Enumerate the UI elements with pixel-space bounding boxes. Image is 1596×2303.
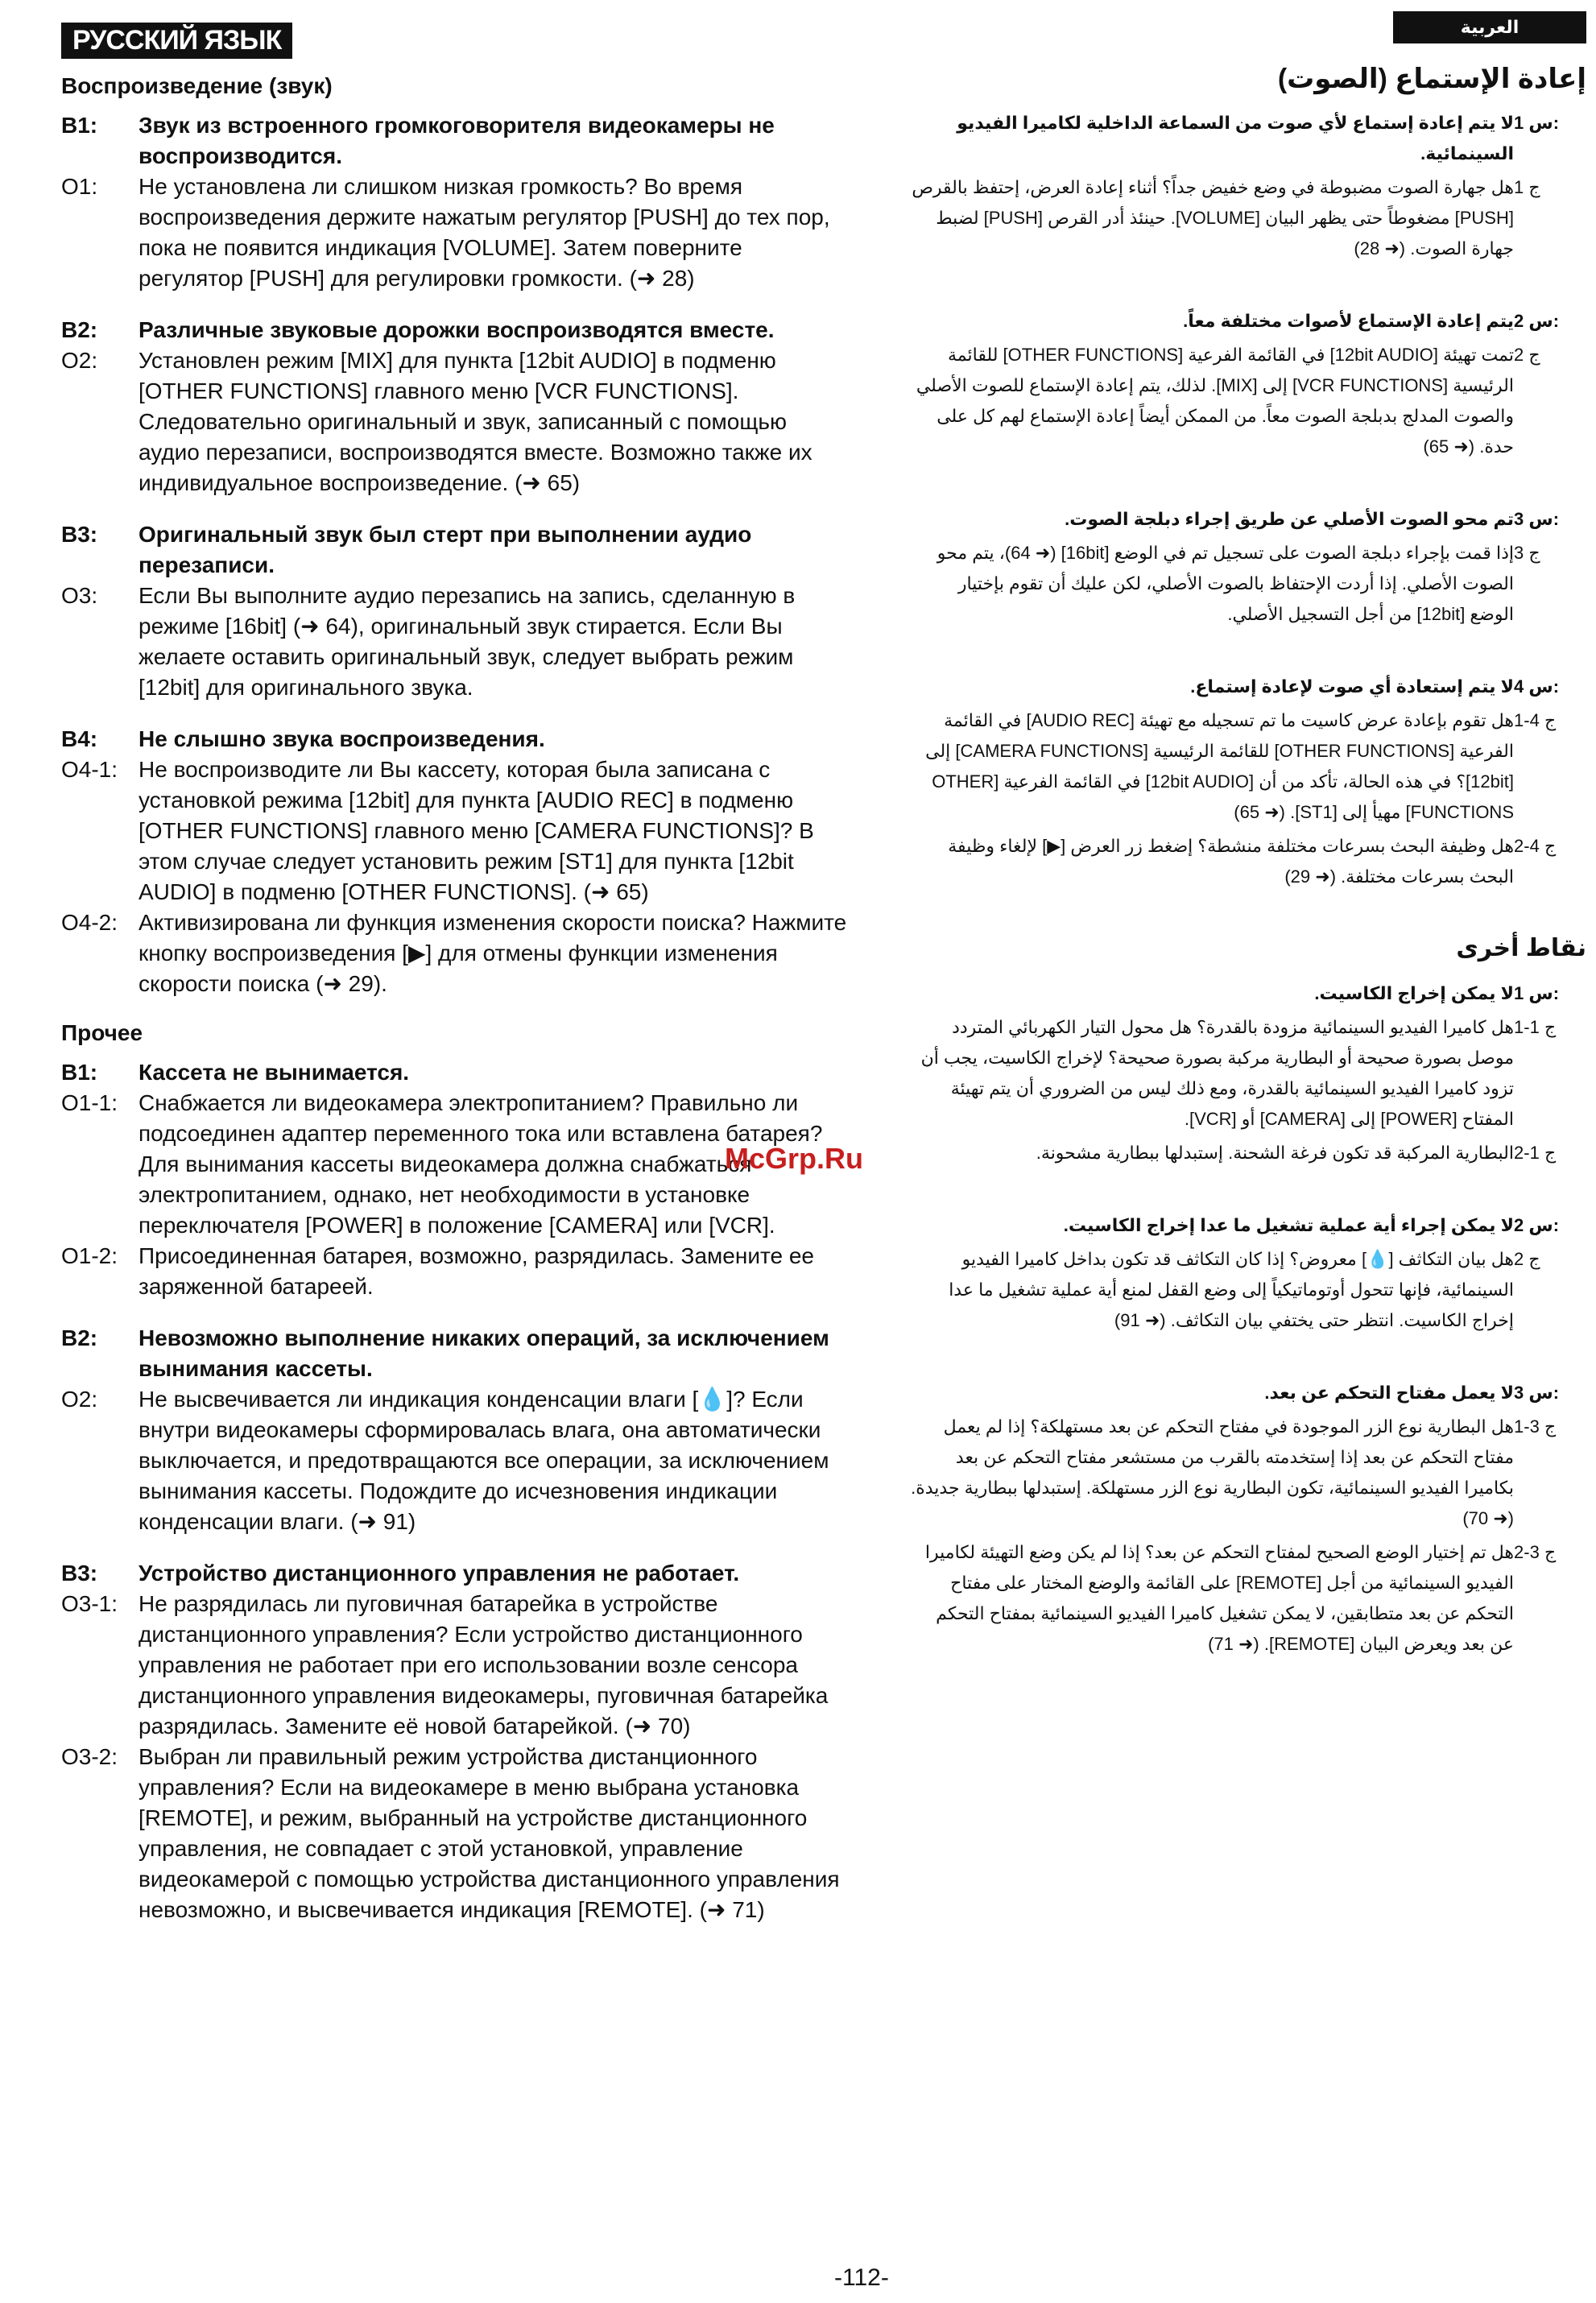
question-text: لا يمكن إخراج الكاسيت.: [1314, 983, 1514, 1003]
qa-item: [61, 1057, 850, 1302]
question-row: [910, 1210, 1586, 1241]
answer-code: ج 2: [1514, 1249, 1540, 1269]
answer-code: О2:: [61, 348, 98, 373]
page-number: -112-: [834, 2264, 889, 2291]
question-row: [61, 1323, 850, 1384]
question-row: [61, 110, 850, 172]
answer-code: О4-1:: [61, 757, 118, 782]
qa-item: [910, 1210, 1586, 1336]
answer-row: [910, 831, 1586, 892]
question-text: Устройство дистанционного управления не работает.: [139, 1561, 740, 1586]
answer-text: هل بيان التكاثف [💧] معروض؟ إذا كان التكاثف قد تكون بداخل كاميرا الفيديو السينمائية، فإنها تتحول أوتوماتيكياً إلى وضع القفل لمنع أية عملية تشغيل ما عدا إخراج الكاسيت. انتظر حتى يختفي بيان التكاثف. (➜ 91): [949, 1249, 1514, 1330]
answer-code: ج 2: [1514, 345, 1540, 365]
question-text: Звук из встроенного громкоговорителя видеокамеры не воспроизводится.: [139, 113, 775, 168]
question-row: [61, 1558, 850, 1589]
question-text: Невозможно выполнение никаких операций, за исключением вынимания кассеты.: [139, 1325, 829, 1381]
question-code: س 1:: [1514, 983, 1560, 1003]
answer-text: Не воспроизводите ли Вы кассету, которая была записана с установкой режима [12bit] для пункта [AUDIO REC] в подменю [OTHER FUNCTIONS] главного меню [CAMERA FUNCTIONS]? В этом случае следует установить режим [ST1] для пункта [12bit AUDIO] в подменю [OTHER FUNCTIONS]. (➜ 65): [139, 757, 814, 904]
russian-column: [61, 23, 850, 1946]
question-code: В2:: [61, 317, 98, 342]
answer-row: [910, 340, 1586, 462]
answer-row: [61, 1241, 850, 1302]
qa-item: [910, 504, 1586, 630]
question-row: [910, 672, 1586, 702]
answer-code: О1-1:: [61, 1090, 118, 1115]
answer-text: هل كاميرا الفيديو السينمائية مزودة بالقدرة؟ هل محول التيار الكهربائي المتردد موصل بصورة صحيحة أو البطارية مركبة بصورة صحيحة؟ لإخراج الكاسيت، يجب أن تزود كاميرا الفيديو السينمائية بالقدرة، ومع ذلك ليس من الضروري أن يتم تهيئة المفتاح [POWER] إلى [CAMERA] أو [VCR].: [920, 1017, 1514, 1129]
question-row: [910, 1378, 1586, 1408]
answer-row: [910, 705, 1586, 828]
qa-item: [61, 315, 850, 498]
question-code: В1:: [61, 1060, 98, 1085]
answer-code: О3-1:: [61, 1591, 118, 1616]
answer-row: [910, 1012, 1586, 1135]
question-code: س 1:: [1514, 113, 1560, 133]
question-code: В3:: [61, 1561, 98, 1586]
answer-code: О2:: [61, 1387, 98, 1412]
answer-row: [910, 538, 1586, 630]
question-code: س 2:: [1514, 311, 1560, 331]
question-row: [61, 724, 850, 755]
answer-text: Активизирована ли функция изменения скорости поиска? Нажмите кнопку воспроизведения [▶] для отмены функции изменения скорости поиска (➜ 29).: [139, 910, 847, 996]
qa-item: [61, 519, 850, 703]
answer-row: [61, 581, 850, 703]
question-row: [910, 306, 1586, 337]
answer-code: О3:: [61, 583, 98, 608]
answer-row: [910, 1537, 1586, 1660]
qa-item: [910, 672, 1586, 892]
answer-text: هل تقوم بإعادة عرض كاسيت ما تم تسجيله مع تهيئة [AUDIO REC] في القائمة الفرعية [OTHER FUNCTIONS] للقائمة الرئيسية [CAMERA FUNCTIONS] إلى [12bit]؟ في هذه الحالة، تأكد من أن [12bit AUDIO] في القائمة الفرعية [OTHER FUNCTIONS] مهيأ إلى [ST1]. (➜ 65): [925, 710, 1514, 822]
russian-language-label: РУССКИЙ ЯЗЫК: [61, 23, 292, 59]
question-code: В3:: [61, 522, 98, 547]
answer-code: ج 1-2: [1514, 1143, 1557, 1163]
question-row: [910, 108, 1586, 169]
question-text: لا يتم إستعادة أي صوت لإعادة إستماع.: [1190, 676, 1514, 697]
arabic-section-title-playback: إعادة الإستماع (الصوت): [1277, 64, 1586, 94]
question-text: تم محو الصوت الأصلي عن طريق إجراء دبلجة الصوت.: [1065, 509, 1514, 529]
qa-item: [61, 110, 850, 294]
section-title-other: Прочее: [61, 1020, 143, 1045]
question-row: [910, 504, 1586, 535]
answer-text: Выбран ли правильный режим устройства дистанционного управления? Если на видеокамере в меню выбрана установка [REMOTE], и режим, выбранный на устройстве дистанционного управления, не совпадает с этой установкой, управление видеокамерой с помощью устройства дистанционного управления невозможно, и высвечивается индикация [REMOTE]. (➜ 71): [139, 1744, 840, 1922]
answer-row: [61, 172, 850, 294]
qa-item: [910, 1378, 1586, 1660]
answer-text: تمت تهيئة [12bit AUDIO] في القائمة الفرعية [OTHER FUNCTIONS] للقائمة الرئيسية [VCR FUNCTIONS] إلى [MIX]. لذلك، يتم إعادة الإستماع للصوت الأصلي والصوت المدلج بدبلجة الصوت معاً. من الممكن أيضاً إعادة الإستماع لهم كل على حدة. (➜ 65): [916, 345, 1514, 457]
qa-item: [61, 1558, 850, 1925]
question-text: Не слышно звука воспроизведения.: [139, 726, 545, 751]
answer-row: [61, 1742, 850, 1925]
question-text: Кассета не вынимается.: [139, 1060, 410, 1085]
watermark: McGrp.Ru: [725, 1142, 864, 1175]
question-code: س 4:: [1514, 676, 1560, 697]
answer-text: Присоединенная батарея, возможно, разрядилась. Замените ее заряженной батареей.: [139, 1243, 814, 1299]
answer-row: [910, 172, 1586, 264]
question-row: [61, 315, 850, 345]
answer-text: Не установлена ли слишком низкая громкость? Во время воспроизведения держите нажатым регулятор [PUSH] до тех пор, пока не появится индикация [VOLUME]. Затем поверните регулятор [PUSH] для регулировки громкости. (➜ 28): [139, 174, 830, 291]
answer-text: هل وظيفة البحث بسرعات مختلفة منشطة؟ إضغط زر العرض [▶] لإلغاء وظيفة البحث بسرعات مختلفة. (➜ 29): [948, 836, 1514, 887]
answer-row: [61, 345, 850, 498]
answer-text: Не разрядилась ли пуговичная батарейка в устройстве дистанционного управления? Если устройство дистанционного управления не работает при его использовании возле сенсора дистанционного управления видеокамеры, пуговичная батарейка разрядилась. Замените её новой батарейкой. (➜ 70): [139, 1591, 829, 1739]
answer-text: Не высвечивается ли индикация конденсации влаги [💧]? Если внутри видеокамеры сформировалась влага, она автоматически выключается, и предотвращаются все операции, за исключением вынимания кассеты. Подождите до исчезновения индикации конденсации влаги. (➜ 91): [139, 1387, 829, 1534]
answer-code: ج 1: [1514, 177, 1540, 197]
answer-row: [910, 1244, 1586, 1336]
qa-item: [61, 1323, 850, 1537]
answer-row: [61, 1589, 850, 1742]
question-text: يتم إعادة الإستماع لأصوات مختلفة معاً.: [1183, 311, 1514, 331]
answer-row: [61, 755, 850, 908]
section-title-playback-sound: Воспроизведение (звук): [61, 73, 333, 98]
qa-item: [910, 978, 1586, 1168]
question-text: لا يمكن إجراء أية عملية تشغيل ما عدا إخراج الكاسيت.: [1063, 1215, 1514, 1235]
answer-code: ج 4-1: [1514, 710, 1557, 730]
answer-code: ج 1-1: [1514, 1017, 1557, 1037]
answer-row: [910, 1138, 1586, 1168]
arabic-section-title-other: نقاط أخرى: [1456, 935, 1586, 961]
question-code: س 3:: [1514, 509, 1560, 529]
answer-text: Установлен режим [MIX] для пункта [12bit AUDIO] в подменю [OTHER FUNCTIONS] главного меню [VCR FUNCTIONS]. Следовательно оригинальный и звук, записанный с помощью аудио перезаписи, воспроизводятся вместе. Возможно также их индивидуальное воспроизведение. (➜ 65): [139, 348, 812, 495]
question-text: لا يتم إعادة إستماع لأي صوت من السماعة الداخلية لكاميرا الفيديو السينمائية.: [957, 113, 1514, 163]
answer-code: ج 3-1: [1514, 1416, 1557, 1437]
question-code: В4:: [61, 726, 98, 751]
question-code: س 2:: [1514, 1215, 1560, 1235]
arabic-qa-list-playback: [910, 108, 1586, 892]
answer-code: О1:: [61, 174, 98, 199]
answer-code: ج 3-2: [1514, 1542, 1557, 1562]
answer-row: [61, 908, 850, 999]
answer-text: هل جهارة الصوت مضبوطة في وضع خفيض جداً؟ أثناء إعادة العرض، إحتفظ بالقرص [PUSH] مضغوطاً حتى يظهر البيان [VOLUME]. حينئذ أدر القرص [PUSH] لضبط جهارة الصوت. (➜ 28): [912, 177, 1514, 258]
answer-text: Если Вы выполните аудио перезапись на запись, сделанную в режиме [16bit] (➜ 64), оригинальный звук стирается. Если Вы желаете оставить оригинальный звук, следует выбрать режим [12bit] для оригинального звука.: [139, 583, 796, 700]
arabic-language-label: العربية: [1393, 11, 1586, 43]
question-row: [61, 1057, 850, 1088]
answer-row: [61, 1384, 850, 1537]
question-text: Оригинальный звук был стерт при выполнении аудио перезаписи.: [139, 522, 752, 577]
question-code: В1:: [61, 113, 98, 138]
answer-text: Снабжается ли видеокамера электропитанием? Правильно ли подсоединен адаптер переменного тока или вставлена батарея? Для вынимания кассеты видеокамера должна снабжаться электропитанием, однако, нет необходимости в установке переключателя [POWER] в положение [CAMERA] или [VCR].: [139, 1090, 823, 1238]
answer-row: [910, 1412, 1586, 1534]
answer-code: ج 3: [1514, 543, 1540, 563]
question-row: [61, 519, 850, 581]
question-row: [910, 978, 1586, 1009]
qa-list-playback: [61, 110, 850, 999]
qa-list-other: [61, 1057, 850, 1925]
answer-text: إذا قمت بإجراء دبلجة الصوت على تسجيل تم في الوضع [16bit] (➜ 64)، يتم محو الصوت الأصلي. إذا أردت الإحتفاظ بالصوت الأصلي، لكن عليك أن تقوم بإختيار الوضع [12bit] من أجل التسجيل الأصلي.: [937, 543, 1514, 624]
answer-code: ج 4-2: [1514, 836, 1557, 856]
arabic-column: [910, 11, 1586, 1701]
answer-code: О3-2:: [61, 1744, 118, 1769]
question-text: لا يعمل مفتاح التحكم عن بعد.: [1264, 1383, 1514, 1403]
qa-item: [61, 724, 850, 999]
question-code: س 3:: [1514, 1383, 1560, 1403]
answer-text: هل تم إختيار الوضع الصحيح لمفتاح التحكم عن بعد؟ إذا لم يكن وضع التهيئة لكاميرا الفيديو السينمائية من أجل [REMOTE] على القائمة والوضع المختار على مفتاح التحكم عن بعد متطابقين، لا يمكن تشغيل كاميرا الفيديو السينمائية بمفتاح التحكم عن بعد ويعرض البيان [REMOTE]. (➜ 71): [924, 1542, 1514, 1654]
qa-item: [910, 306, 1586, 462]
answer-code: О1-2:: [61, 1243, 118, 1268]
answer-text: البطارية المركبة قد تكون فرغة الشحنة. إستبدلها ببطارية مشحونة.: [1036, 1143, 1514, 1163]
answer-text: هل البطارية نوع الزر الموجودة في مفتاح التحكم عن بعد مستهلكة؟ إذا لم يعمل مفتاح التحكم عن بعد إذا إستخدمته بالقرب من مستشعر مفتاح التحكم عن بعد بكاميرا الفيديو السينمائية، تكون البطارية نوع الزر مستهلكة. إستبدلها ببطارية جديدة. (➜ 70): [911, 1416, 1514, 1528]
qa-item: [910, 108, 1586, 264]
question-code: В2:: [61, 1325, 98, 1350]
arabic-qa-list-other: [910, 978, 1586, 1660]
question-text: Различные звуковые дорожки воспроизводятся вместе.: [139, 317, 775, 342]
answer-code: О4-2:: [61, 910, 118, 935]
